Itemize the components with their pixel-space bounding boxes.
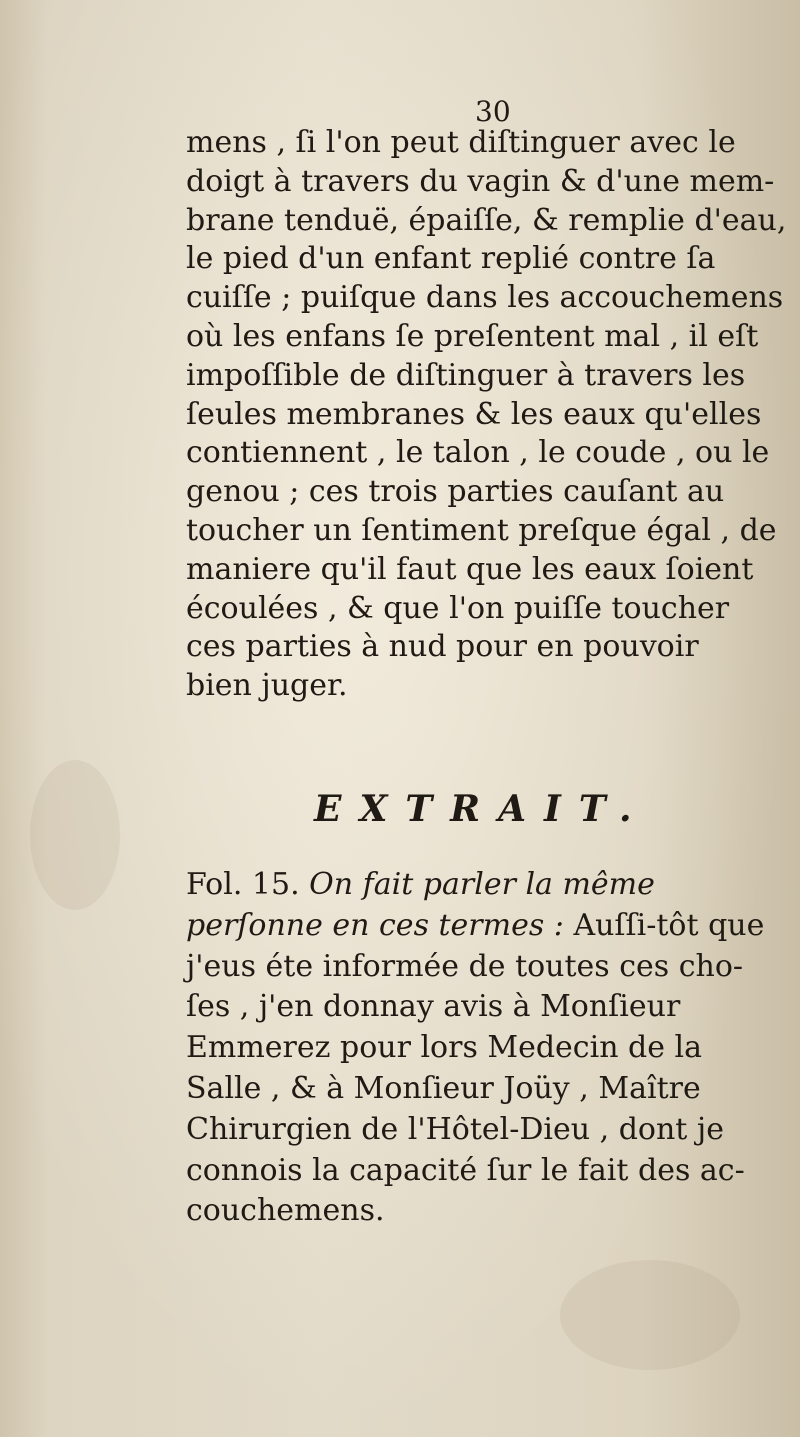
text-line: genou ; ces trois parties cauſant au <box>186 474 725 510</box>
text-line: le pied d'un enfant replié contre ſa <box>186 241 716 277</box>
paragraph-main <box>186 124 786 706</box>
page-number: 30 <box>475 95 511 128</box>
text-line: doigt à travers du vagin & d'une mem- <box>186 163 775 199</box>
text-line: ſeules membranes & les eaux qu'elles <box>186 396 762 432</box>
text-line: toucher un ſentiment preſque égal , de <box>186 512 777 548</box>
text-line: où les enfans ſe preſentent mal , il eſt <box>186 318 759 354</box>
folio-reference: Fol. 15. <box>186 867 300 902</box>
text-line: écoulées , & que l'on puiſſe toucher <box>186 590 730 626</box>
quote-start: Auſſi-tôt que <box>573 907 765 943</box>
italic-intro: On fait parler la même <box>309 867 655 902</box>
italic-intro: perſonne en ces termes : <box>186 907 564 943</box>
text-line: ces parties à nud pour en pouvoir <box>186 629 699 665</box>
text-line: bien juger. <box>186 668 348 704</box>
paper-stain <box>30 760 120 910</box>
paper-stain <box>560 1260 740 1370</box>
paragraph-extract <box>186 865 786 1232</box>
text-line: couchemens. <box>186 1193 385 1229</box>
text-line: mens , ſi l'on peut diſtinguer avec le <box>186 125 736 160</box>
text-line: contiennent , le talon , le coude , ou le <box>186 435 770 471</box>
text-line: maniere qu'il faut que les eaux ſoient <box>186 551 754 587</box>
text-line: Emmerez pour lors Medecin de la <box>186 1030 703 1066</box>
text-line: ſes , j'en donnay avis à Monſieur <box>186 989 681 1025</box>
text-line: j'eus éte informée de toutes ces cho- <box>186 948 744 984</box>
text-line: cuiſſe ; puiſque dans les accouchemens <box>186 280 784 316</box>
text-line: connois la capacité ſur le fait des ac- <box>186 1152 745 1188</box>
text-line <box>186 906 786 947</box>
section-heading: EXTRAIT. <box>314 788 650 830</box>
text-line: Chirurgien de l'Hôtel-Dieu , dont je <box>186 1111 724 1147</box>
text-line: Salle , & à Monſieur Joüy , Maître <box>186 1070 701 1106</box>
text-line <box>186 865 786 906</box>
text-line: brane tenduë, épaiſſe, & remplie d'eau, <box>186 202 787 238</box>
text-line: impoſſible de diſtinguer à travers les <box>186 357 746 393</box>
